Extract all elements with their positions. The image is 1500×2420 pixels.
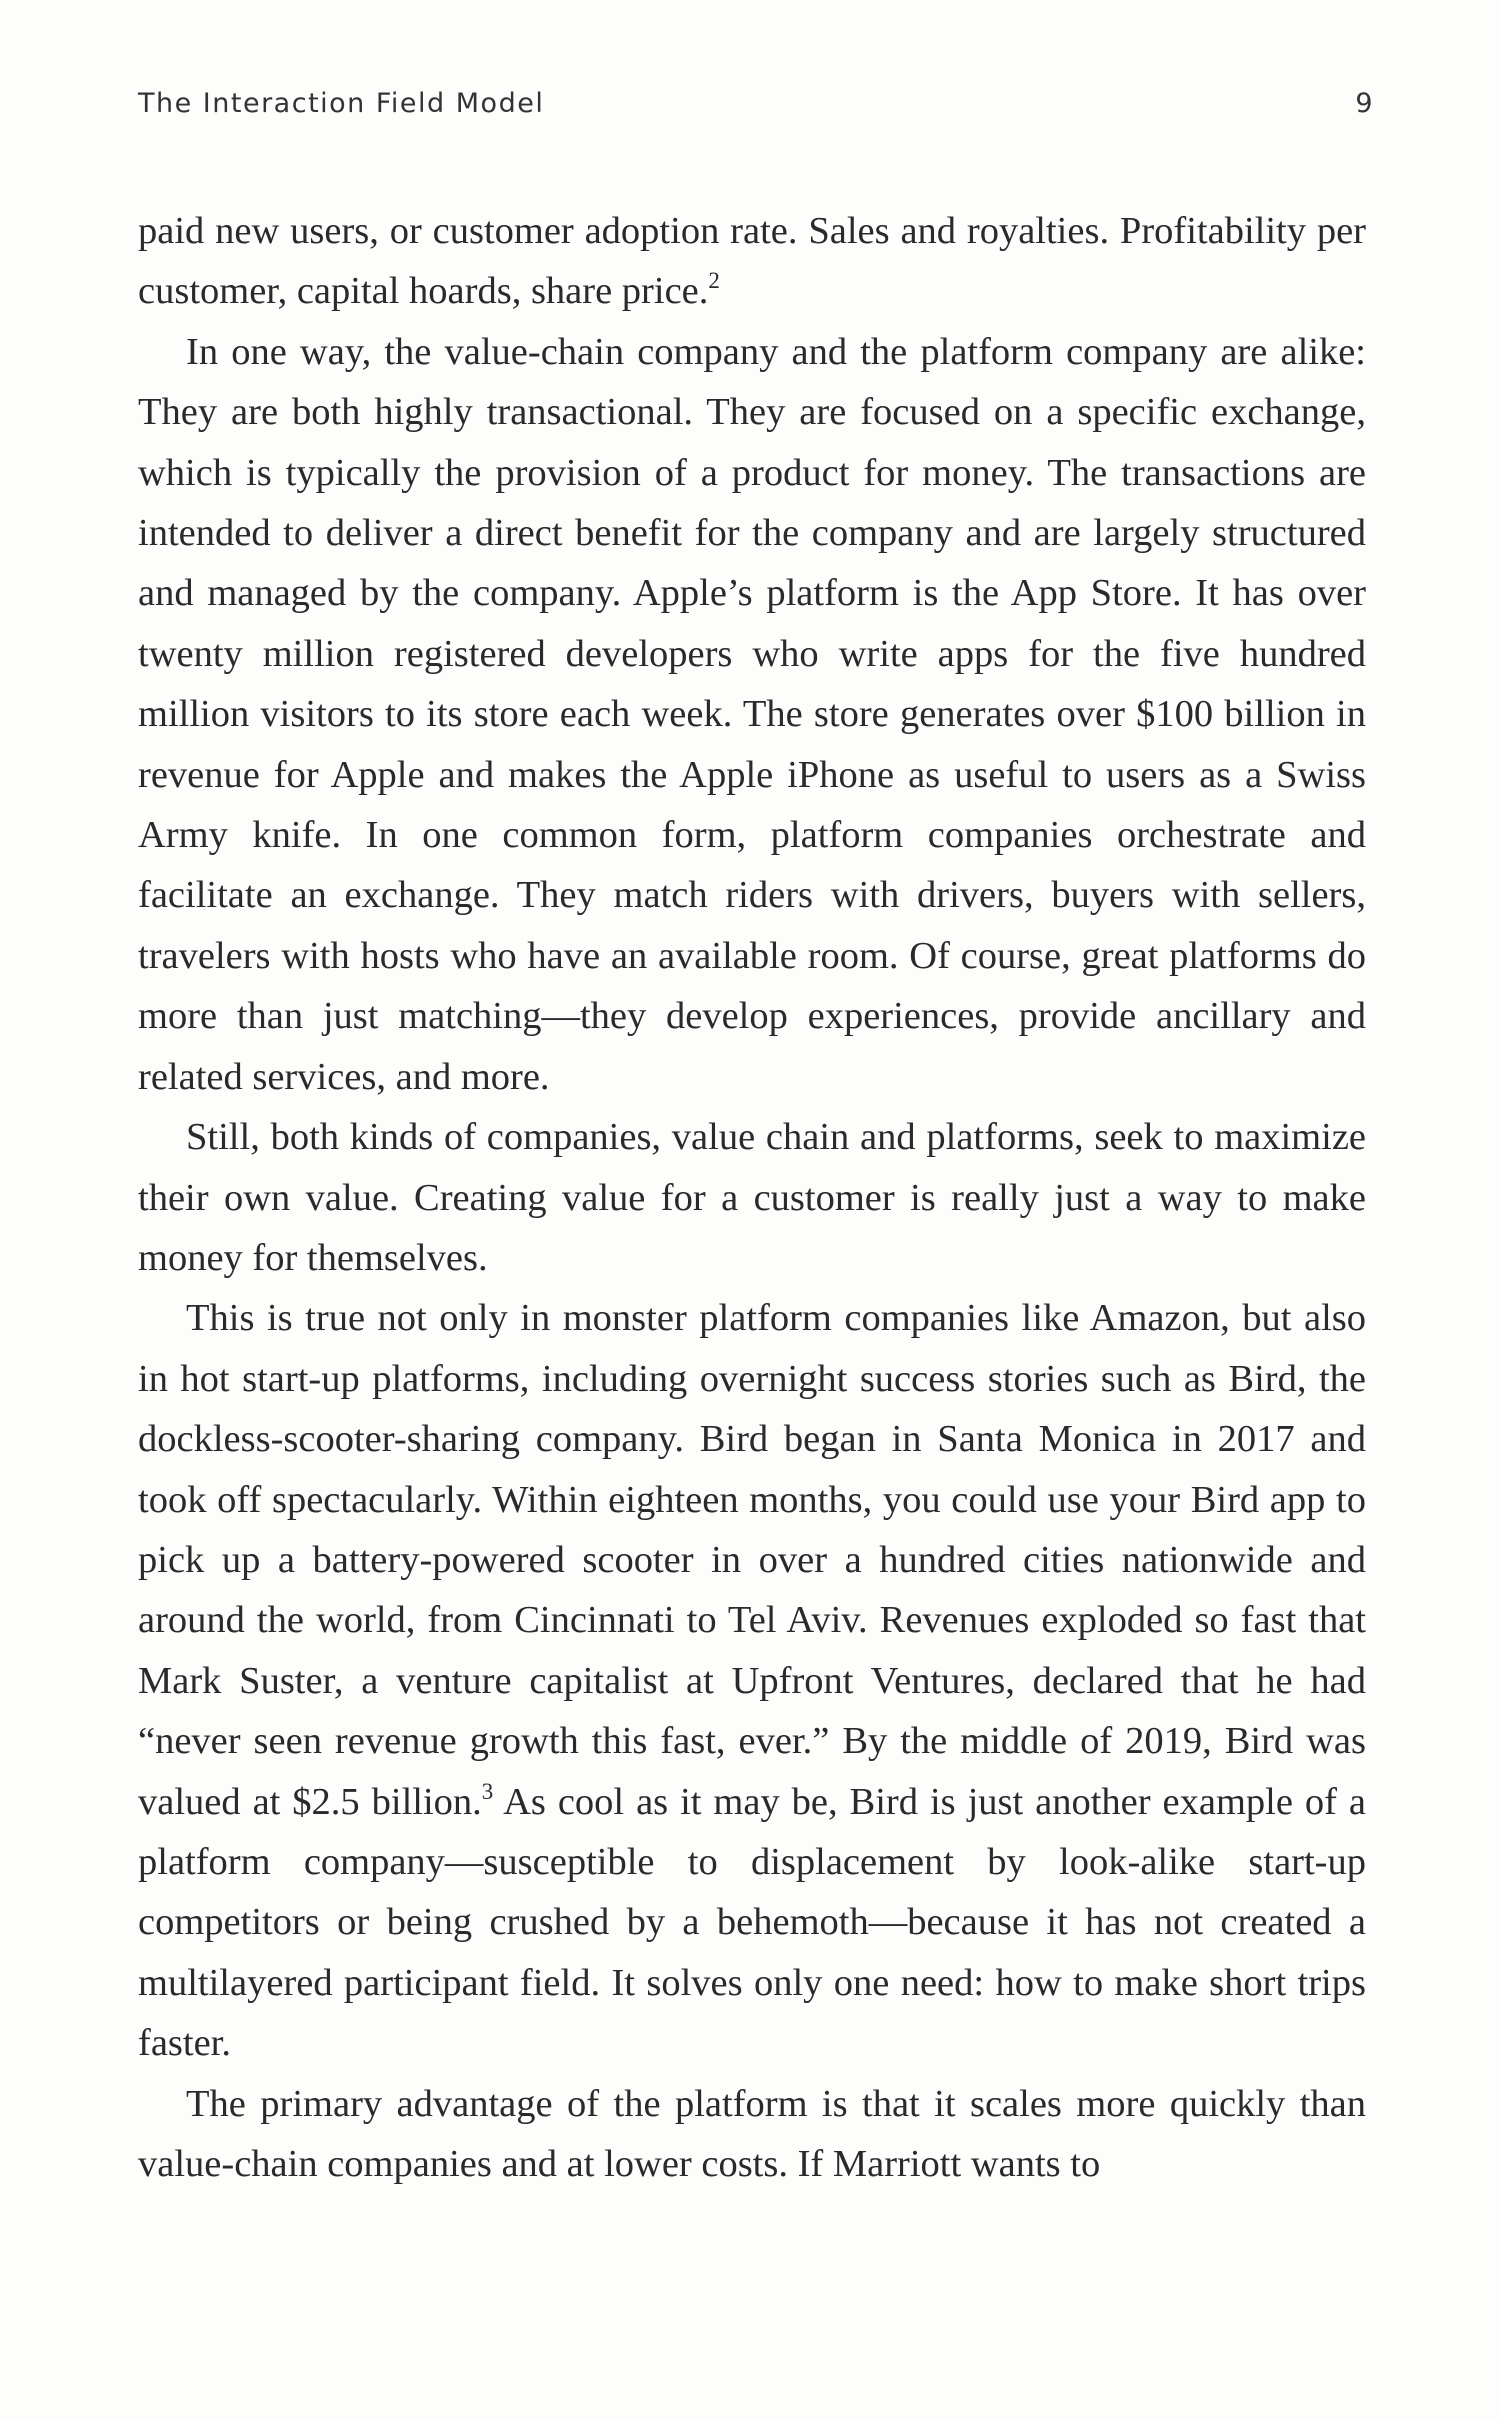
paragraph-continued <box>138 201 1366 322</box>
running-title: The Interaction Field Model <box>138 88 545 119</box>
page-number: 9 <box>1355 88 1374 119</box>
running-head <box>138 88 1374 128</box>
footnote-reference[interactable]: 2 <box>708 268 720 294</box>
paragraph <box>138 1288 1366 2073</box>
body-text <box>138 201 1366 2194</box>
paragraph: In one way, the value-chain company and the platform company are alike: They are both highly transactional. They are focused on a specific exchange, which is typically the provision of a product for money. The transactions are intended to deliver a direct benefit for the company and are largely structured and managed by the company. Apple’s platform is the App Store. It has over twenty million registered developers who write apps for the five hundred million visitors to its store each week. The store generates over $100 billion in revenue for Apple and makes the Apple iPhone as useful to users as a Swiss Army knife. In one common form, platform companies orchestrate and facilitate an exchange. They match riders with drivers, buyers with sellers, travelers with hosts who have an available room. Of course, great platforms do more than just matching—they develop experiences, provide ancillary and related services, and more. <box>138 330 1366 1098</box>
paragraph: The primary advantage of the platform is that it scales more quickly than value-chain companies and at lower costs. If Marriott wants to <box>138 2082 1366 2185</box>
paragraph: Still, both kinds of companies, value chain and platforms, seek to maximize their own value. Creating value for a customer is really just a way to make money for themselves. <box>138 1116 1366 1279</box>
paragraph-text: This is true not only in monster platform companies like Amazon, but also in hot start-up platforms, including overnight success stories such as Bird, the dockless-scooter-sharing company. Bird began in Santa Monica in 2017 and took off spectacularly. Within eighteen months, you could use your Bird app to pick up a battery-powered scooter in over a hundred cities nationwide and around the world, from Cincinnati to Tel Aviv. Revenues exploded so fast that Mark Suster, a venture capitalist at Upfront Ventures, declared that he had “never seen revenue growth this fast, ever.” By the middle of 2019, Bird was valued at $2.5 billion. <box>138 1297 1366 1823</box>
paragraph-text: paid new users, or customer adoption rate. Sales and royalties. Profitability per customer, capital hoards, share price. <box>138 210 1366 313</box>
paragraph-text: As cool as it may be, Bird is just another example of a platform company—susceptible to displacement by look-alike start-up competitors or being crushed by a behemoth—because it has not created a multilayered participant field. It solves only one need: how to make short trips faster. <box>138 1780 1366 2065</box>
footnote-reference[interactable]: 3 <box>481 1778 494 1804</box>
